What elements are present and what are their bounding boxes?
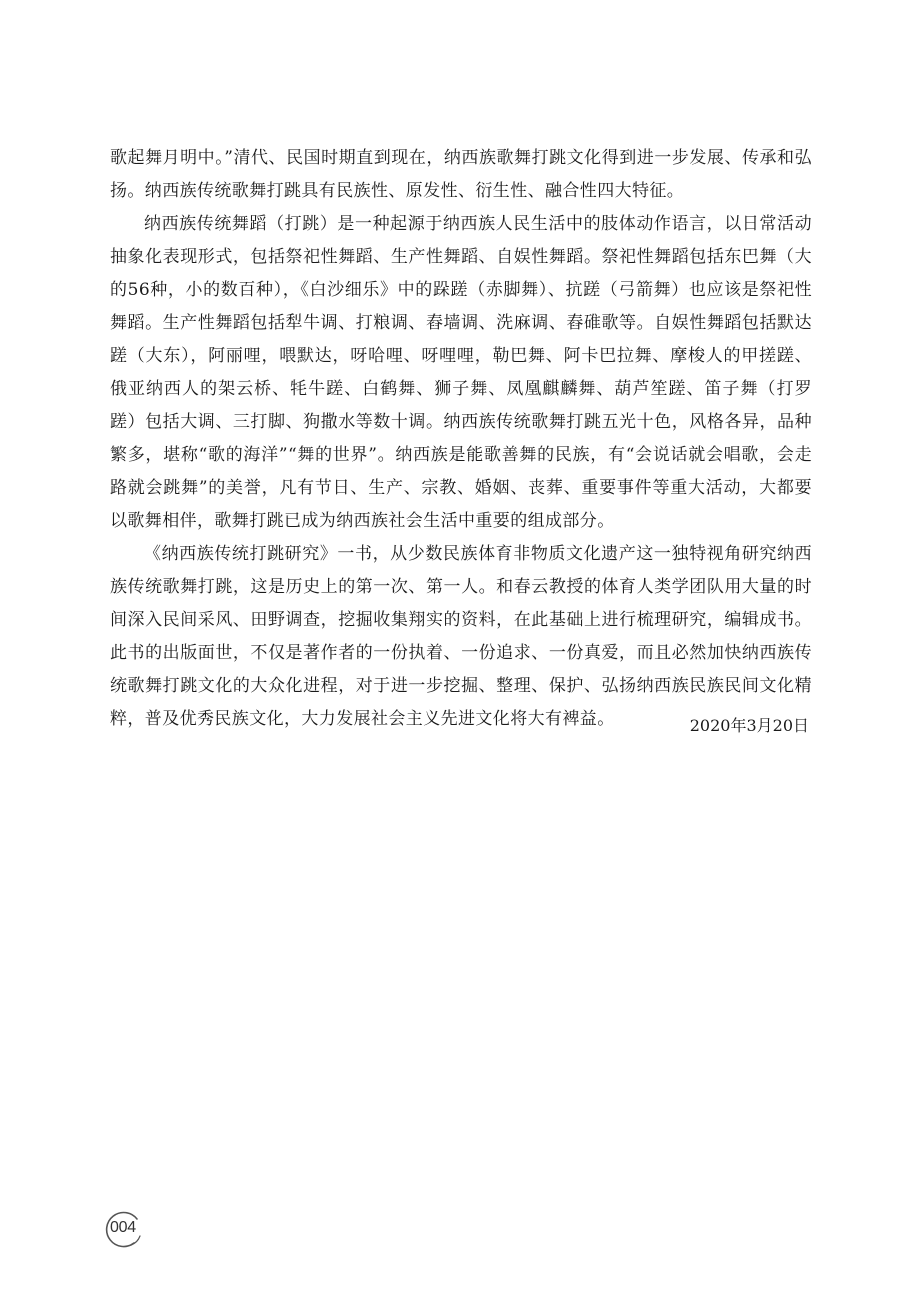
- body-text: [110, 142, 812, 736]
- paragraph-1: 歌起舞月明中。”清代、民国时期直到现在，纳西族歌舞打跳文化得到进一步发展、传承和弘扬。纳西族传统歌舞打跳具有民族性、原发性、衍生性、融合性四大特征。: [110, 148, 812, 201]
- paragraph-3: 《纳西族传统打跳研究》一书，从少数民族体育非物质文化遗产这一独特视角研究纳西族传统歌舞打跳，这是历史上的第一次、第一人。和春云教授的体育人类学团队用大量的时间深入民间采风、田野调查，挖掘收集翔实的资料，在此基础上进行梳理研究，编辑成书。此书的出版面世，不仅是著作者的一份执着、一份追求、一份真爱，而且必然加快纳西族传统歌舞打跳文化的大众化进程，对于进一步挖掘、整理、保护、弘扬纳西族民族民间文化精粹，普及优秀民族文化，大力发展社会主义先进文化将大有裨益。: [110, 544, 812, 729]
- page-number: 004: [110, 1219, 136, 1236]
- signature-date: 2020年3月20日: [689, 716, 809, 735]
- paragraph-2: 纳西族传统舞蹈（打跳）是一种起源于纳西族人民生活中的肢体动作语言，以日常活动抽象化表现形式，包括祭祀性舞蹈、生产性舞蹈、自娱性舞蹈。祭祀性舞蹈包括东巴舞（大的56种，小的数百种），《白沙细乐》中的跺蹉（赤脚舞）、抗蹉（弓箭舞）也应该是祭祀性舞蹈。生产性舞蹈包括犁牛调、打粮调、舂墙调、洗麻调、舂碓歌等。自娱性舞蹈包括默达蹉（大东），阿丽哩，喂默达，呀哈哩、呀哩哩，勒巴舞、阿卡巴拉舞、摩梭人的甲搓蹉、俄亚纳西人的架云桥、牦牛蹉、白鹤舞、狮子舞、凤凰麒麟舞、葫芦笙蹉、笛子舞（打罗蹉）包括大调、三打脚、狗撒水等数十调。纳西族传统歌舞打跳五光十色，风格各异，品种繁多，堪称“歌的海洋”“舞的世界”。纳西族是能歌善舞的民族，有“会说话就会唱歌，会走路就会跳舞”的美誉，凡有节日、生产、宗教、婚姻、丧葬、重要事件等重大活动，大都要以歌舞相伴，歌舞打跳已成为纳西族社会生活中重要的组成部分。: [110, 214, 812, 531]
- page-number-badge: [104, 1210, 144, 1250]
